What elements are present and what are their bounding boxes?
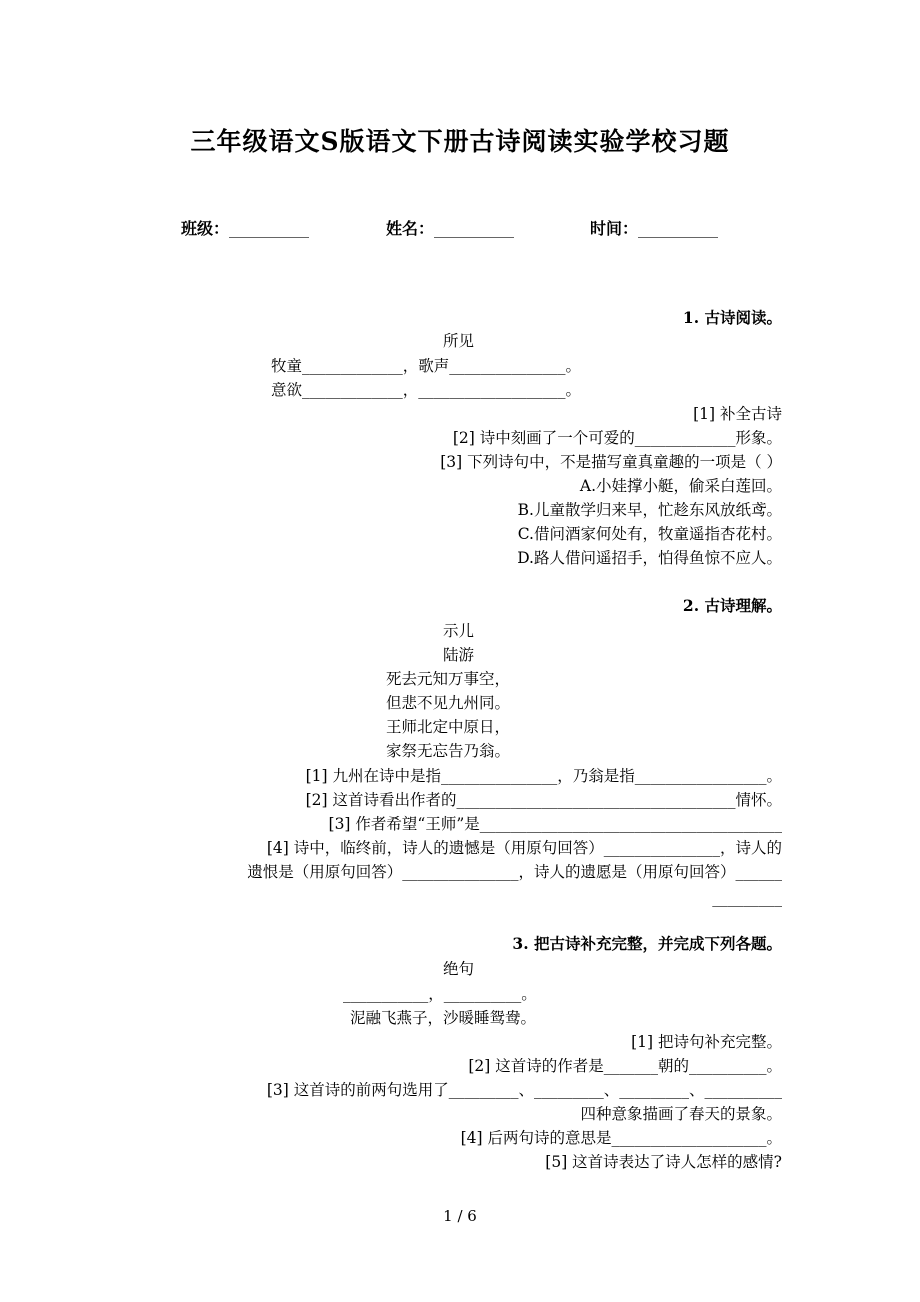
q3-sub-3-line-2: 四种意象描画了春天的景象。 <box>580 1105 782 1123</box>
q2-heading: 2. 古诗理解。 <box>682 596 782 615</box>
page-number: 1 / 6 <box>443 1207 477 1225</box>
q3-poem-line-1[interactable]: ___________，__________。 <box>343 985 537 1003</box>
class-field <box>181 216 309 239</box>
page-title: 三年级语文S版语文下册古诗阅读实验学校习题 <box>190 127 730 156</box>
class-blank[interactable]: __________ <box>229 219 310 238</box>
q2-poem-line-1: 死去元知万事空， <box>386 670 511 688</box>
q3-poem-line-2: 泥融飞燕子，沙暖睡鸳鸯。 <box>350 1009 537 1027</box>
q3-sub-3-line-1[interactable]: [3] 这首诗的前两句选用了_________、_________、_________、__________ <box>266 1081 782 1099</box>
q2-poem-line-4: 家祭无忘告乃翁。 <box>386 742 511 760</box>
time-label: 时间： <box>590 219 639 238</box>
q2-poem-author: 陆游 <box>443 646 475 664</box>
q3-sub-5: [5] 这首诗表达了诗人怎样的感情? <box>545 1153 782 1171</box>
q1-option-b[interactable]: B.儿童散学归来早，忙趁东风放纸鸢。 <box>517 501 782 519</box>
q3-sub-1: [1] 把诗句补充完整。 <box>631 1033 782 1051</box>
q2-sub-3[interactable]: [3] 作者希望“王师”是_______________________________________ <box>328 815 782 833</box>
name-field <box>386 216 514 239</box>
q1-sub-2[interactable]: [2] 诗中刻画了一个可爱的_____________形象。 <box>452 429 782 447</box>
q2-sub-1[interactable]: [1] 九州在诗中是指_______________，乃翁是指_________________。 <box>305 767 782 785</box>
q3-poem-title: 绝句 <box>443 960 475 978</box>
q1-poem-line-1[interactable]: 牧童_____________，歌声_______________。 <box>271 357 582 375</box>
q1-poem-line-2[interactable]: 意欲_____________，___________________。 <box>271 381 582 399</box>
q1-option-d[interactable]: D.路人借问遥招手，怕得鱼惊不应人。 <box>517 549 782 567</box>
q2-sub-4-line-3[interactable]: _________ <box>712 889 782 907</box>
q2-poem-line-3: 王师北定中原日， <box>386 718 511 736</box>
q2-sub-4-line-2[interactable]: 遗恨是（用原句回答）_______________，诗人的遗愿是（用原句回答）______ <box>247 863 782 881</box>
q3-sub-4[interactable]: [4] 后两句诗的意思是____________________。 <box>460 1129 782 1147</box>
q1-option-c[interactable]: C.借问酒家何处有，牧童遥指杏花村。 <box>517 525 782 543</box>
q1-sub-3: [3] 下列诗句中，不是描写童真童趣的一项是（ ） <box>440 453 782 471</box>
name-blank[interactable]: __________ <box>434 219 515 238</box>
q3-heading: 3. 把古诗补充完整，并完成下列各题。 <box>512 934 782 953</box>
q2-sub-4-line-1[interactable]: [4] 诗中，临终前，诗人的遗憾是（用原句回答）_______________，诗人的 <box>266 839 782 857</box>
q3-sub-2[interactable]: [2] 这首诗的作者是_______朝的__________。 <box>468 1057 782 1075</box>
q1-sub-1: [1] 补全古诗 <box>693 405 782 423</box>
class-label: 班级： <box>181 219 230 238</box>
q2-poem-title: 示儿 <box>443 622 475 640</box>
q2-poem-line-2: 但悲不见九州同。 <box>386 694 511 712</box>
q1-option-a[interactable]: A.小娃撑小艇，偷采白莲回。 <box>579 477 782 495</box>
name-label: 姓名： <box>386 219 435 238</box>
q1-heading: 1. 古诗阅读。 <box>682 308 782 327</box>
time-field <box>590 216 718 239</box>
time-blank[interactable]: __________ <box>638 219 719 238</box>
q2-sub-2[interactable]: [2] 这首诗看出作者的____________________________________情怀。 <box>305 791 782 809</box>
q1-poem-title: 所见 <box>443 332 475 350</box>
